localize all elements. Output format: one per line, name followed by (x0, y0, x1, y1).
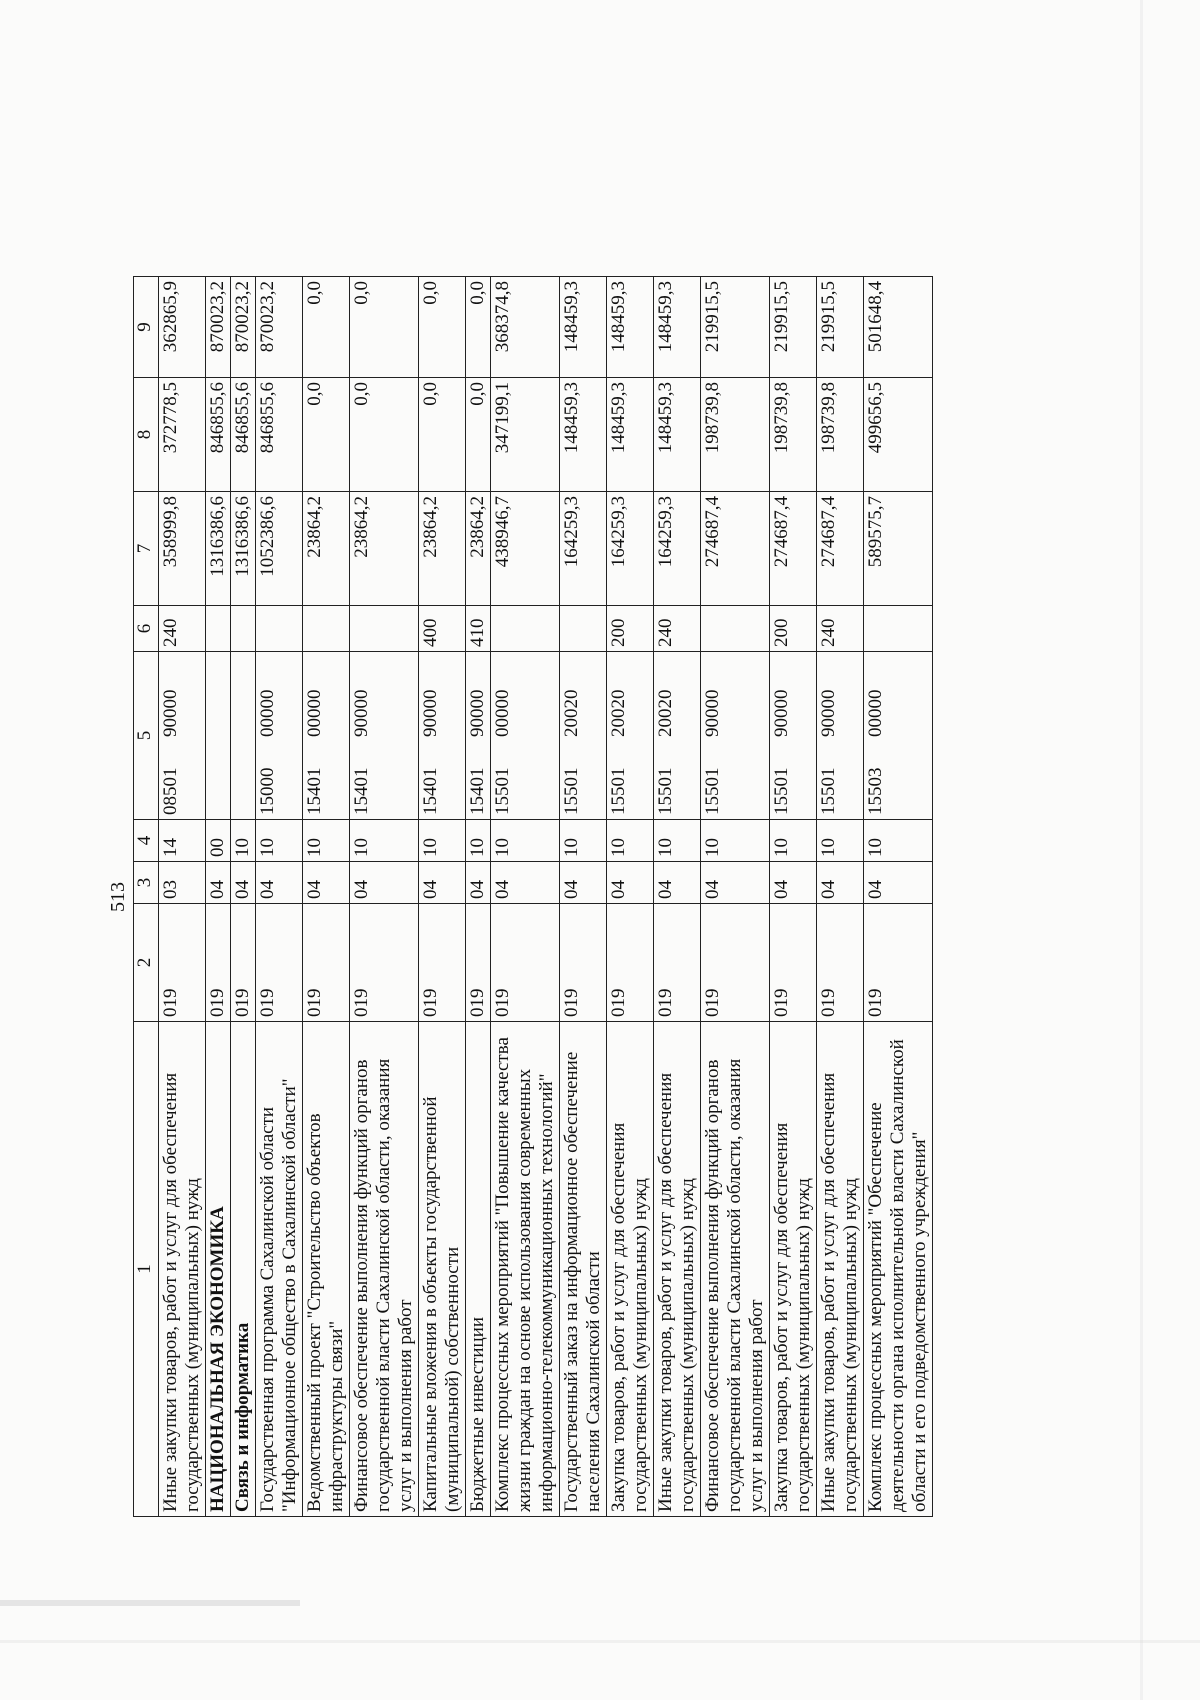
program-code: 15501 (818, 767, 839, 815)
amount-year3-cell: 219915,5 (770, 277, 817, 378)
direction-code: 00000 (865, 689, 886, 737)
amount-year2-cell: 198739,8 (770, 378, 817, 492)
section-code-cell: 04 (560, 862, 607, 904)
amount-year3-cell: 501648,4 (864, 277, 933, 378)
admin-code-cell: 019 (159, 904, 206, 1022)
row-name-cell: Финансовое обеспечение выполнения функций органов государственной власти Сахалинской области, оказания услуг и выполнения работ (350, 1022, 419, 1517)
subsection-code-cell: 10 (654, 820, 701, 862)
amount-year3-cell: 870023,2 (231, 277, 256, 378)
program-code: 15000 (257, 767, 278, 815)
target-article-cell (770, 652, 817, 820)
section-code-cell: 04 (701, 862, 770, 904)
table-row (350, 277, 419, 1517)
column-header: 6 (134, 606, 159, 652)
direction-code: 90000 (420, 689, 441, 737)
column-header: 9 (134, 277, 159, 378)
row-name-cell: Ведомственный проект "Строительство объектов инфраструктуры связи" (303, 1022, 350, 1517)
table-row (466, 277, 491, 1517)
amount-year3-cell: 0,0 (303, 277, 350, 378)
amount-year1-cell: 589575,7 (864, 492, 933, 606)
expense-type-cell: 240 (654, 606, 701, 652)
direction-code: 00000 (304, 689, 325, 737)
amount-year2-cell: 148459,3 (654, 378, 701, 492)
program-code: 15501 (608, 767, 629, 815)
amount-year2-cell: 0,0 (419, 378, 466, 492)
amount-year2-cell: 0,0 (303, 378, 350, 492)
table-row (231, 277, 256, 1517)
amount-year2-cell: 846855,6 (206, 378, 231, 492)
budget-table (133, 276, 933, 1517)
amount-year1-cell: 23864,2 (466, 492, 491, 606)
table-row (159, 277, 206, 1517)
program-code: 15401 (467, 767, 488, 815)
admin-code-cell: 019 (770, 904, 817, 1022)
target-article-cell (350, 652, 419, 820)
subsection-code-cell: 10 (701, 820, 770, 862)
amount-year1-cell: 438946,7 (491, 492, 560, 606)
direction-code: 00000 (492, 689, 513, 737)
subsection-code-cell: 10 (817, 820, 864, 862)
amount-year3-cell: 0,0 (419, 277, 466, 378)
target-article-cell (607, 652, 654, 820)
row-name-cell: Капитальные вложения в объекты государственной (муниципальной) собственности (419, 1022, 466, 1517)
row-name-cell: Комплекс процессных мероприятий "Обеспечение деятельности органа исполнительной власти Сахалинской области и его подведомственного учреждения" (864, 1022, 933, 1517)
program-code: 15501 (771, 767, 792, 815)
amount-year3-cell: 368374,8 (491, 277, 560, 378)
admin-code-cell: 019 (864, 904, 933, 1022)
expense-type-cell: 200 (607, 606, 654, 652)
column-header: 3 (134, 862, 159, 904)
expense-type-cell (350, 606, 419, 652)
subsection-code-cell: 10 (607, 820, 654, 862)
row-name-cell: Иные закупки товаров, работ и услуг для обеспечения государственных (муниципальных) нужд (654, 1022, 701, 1517)
direction-code: 20020 (561, 689, 582, 737)
column-header: 1 (134, 1022, 159, 1517)
section-code-cell: 04 (206, 862, 231, 904)
section-code-cell: 04 (817, 862, 864, 904)
section-code-cell: 04 (231, 862, 256, 904)
amount-year1-cell: 1316386,6 (231, 492, 256, 606)
admin-code-cell: 019 (303, 904, 350, 1022)
admin-code-cell: 019 (231, 904, 256, 1022)
row-name-cell: Закупка товаров, работ и услуг для обеспечения государственных (муниципальных) нужд (607, 1022, 654, 1517)
subsection-code-cell: 10 (491, 820, 560, 862)
subsection-code-cell: 10 (231, 820, 256, 862)
row-name-cell: Комплекс процессных мероприятий "Повышение качества жизни граждан на основе использования современных информационно-телекоммуникационных технологий" (491, 1022, 560, 1517)
column-header: 2 (134, 904, 159, 1022)
amount-year1-cell: 1316386,6 (206, 492, 231, 606)
expense-type-cell (256, 606, 303, 652)
section-code-cell: 04 (466, 862, 491, 904)
amount-year1-cell: 274687,4 (817, 492, 864, 606)
amount-year3-cell: 219915,5 (701, 277, 770, 378)
program-code: 15501 (561, 767, 582, 815)
target-article-cell (654, 652, 701, 820)
amount-year1-cell: 23864,2 (419, 492, 466, 606)
subsection-code-cell: 00 (206, 820, 231, 862)
amount-year1-cell: 1052386,6 (256, 492, 303, 606)
section-code-cell: 04 (491, 862, 560, 904)
table-row (419, 277, 466, 1517)
target-article-cell (256, 652, 303, 820)
row-name-cell: Иные закупки товаров, работ и услуг для обеспечения государственных (муниципальных) нужд (159, 1022, 206, 1517)
target-article-cell (466, 652, 491, 820)
admin-code-cell: 019 (350, 904, 419, 1022)
column-header: 4 (134, 820, 159, 862)
row-name-cell: Бюджетные инвестиции (466, 1022, 491, 1517)
program-code: 15401 (304, 767, 325, 815)
amount-year2-cell: 198739,8 (701, 378, 770, 492)
amount-year3-cell: 0,0 (350, 277, 419, 378)
header-row (134, 277, 159, 1517)
amount-year2-cell: 198739,8 (817, 378, 864, 492)
admin-code-cell: 019 (560, 904, 607, 1022)
scan-noise (1140, 0, 1143, 1700)
row-name-cell: Государственная программа Сахалинской области "Информационное общество в Сахалинской области" (256, 1022, 303, 1517)
admin-code-cell: 019 (607, 904, 654, 1022)
admin-code-cell: 019 (701, 904, 770, 1022)
admin-code-cell: 019 (256, 904, 303, 1022)
page-number: 513 (107, 882, 129, 912)
table-row (256, 277, 303, 1517)
expense-type-cell: 240 (159, 606, 206, 652)
section-code-cell: 04 (350, 862, 419, 904)
expense-type-cell (491, 606, 560, 652)
program-code: 15501 (702, 767, 723, 815)
program-code: 15501 (655, 767, 676, 815)
section-code-cell: 04 (303, 862, 350, 904)
section-code-cell: 04 (770, 862, 817, 904)
direction-code: 90000 (771, 689, 792, 737)
amount-year2-cell: 148459,3 (560, 378, 607, 492)
target-article-cell (231, 652, 256, 820)
target-article-cell (560, 652, 607, 820)
section-code-cell: 04 (864, 862, 933, 904)
section-code-cell: 04 (654, 862, 701, 904)
section-code-cell: 04 (419, 862, 466, 904)
section-code-cell: 04 (607, 862, 654, 904)
subsection-code-cell: 10 (864, 820, 933, 862)
admin-code-cell: 019 (206, 904, 231, 1022)
table-row (654, 277, 701, 1517)
admin-code-cell: 019 (466, 904, 491, 1022)
subsection-code-cell: 10 (256, 820, 303, 862)
amount-year2-cell: 372778,5 (159, 378, 206, 492)
subsection-code-cell: 10 (770, 820, 817, 862)
subsection-code-cell: 14 (159, 820, 206, 862)
section-code-cell: 04 (256, 862, 303, 904)
subsection-code-cell: 10 (303, 820, 350, 862)
expense-type-cell: 200 (770, 606, 817, 652)
row-name-cell: Закупка товаров, работ и услуг для обеспечения государственных (муниципальных) нужд (770, 1022, 817, 1517)
expense-type-cell (560, 606, 607, 652)
target-article-cell (303, 652, 350, 820)
table-row (817, 277, 864, 1517)
rotated-page-content (105, 277, 1115, 1517)
expense-type-cell (231, 606, 256, 652)
expense-type-cell (864, 606, 933, 652)
row-name-cell: Государственный заказ на информационное обеспечение населения Сахалинской области (560, 1022, 607, 1517)
direction-code: 90000 (467, 689, 488, 737)
admin-code-cell: 019 (654, 904, 701, 1022)
target-article-cell (206, 652, 231, 820)
direction-code: 20020 (608, 689, 629, 737)
amount-year2-cell: 0,0 (466, 378, 491, 492)
expense-type-cell: 400 (419, 606, 466, 652)
target-article-cell (491, 652, 560, 820)
amount-year2-cell: 846855,6 (256, 378, 303, 492)
amount-year2-cell: 0,0 (350, 378, 419, 492)
direction-code: 90000 (702, 689, 723, 737)
direction-code: 90000 (160, 689, 181, 737)
amount-year2-cell: 846855,6 (231, 378, 256, 492)
expense-type-cell: 410 (466, 606, 491, 652)
amount-year3-cell: 148459,3 (654, 277, 701, 378)
scan-noise (0, 1600, 300, 1606)
amount-year3-cell: 148459,3 (560, 277, 607, 378)
program-code: 15501 (492, 767, 513, 815)
column-header: 7 (134, 492, 159, 606)
subsection-code-cell: 10 (466, 820, 491, 862)
expense-type-cell (303, 606, 350, 652)
target-article-cell (159, 652, 206, 820)
section-code-cell: 03 (159, 862, 206, 904)
amount-year1-cell: 23864,2 (350, 492, 419, 606)
table-row (864, 277, 933, 1517)
expense-type-cell (701, 606, 770, 652)
column-header: 8 (134, 378, 159, 492)
row-name-cell: Связь и информатика (231, 1022, 256, 1517)
scan-noise (0, 1640, 1200, 1643)
amount-year3-cell: 0,0 (466, 277, 491, 378)
amount-year1-cell: 358999,8 (159, 492, 206, 606)
expense-type-cell (206, 606, 231, 652)
amount-year1-cell: 274687,4 (770, 492, 817, 606)
amount-year3-cell: 219915,5 (817, 277, 864, 378)
admin-code-cell: 019 (491, 904, 560, 1022)
table-row (491, 277, 560, 1517)
subsection-code-cell: 10 (350, 820, 419, 862)
row-name-cell: Иные закупки товаров, работ и услуг для обеспечения государственных (муниципальных) нужд (817, 1022, 864, 1517)
amount-year3-cell: 362865,9 (159, 277, 206, 378)
subsection-code-cell: 10 (560, 820, 607, 862)
table-row (303, 277, 350, 1517)
amount-year1-cell: 164259,3 (654, 492, 701, 606)
amount-year3-cell: 870023,2 (256, 277, 303, 378)
row-name-cell: НАЦИОНАЛЬНАЯ ЭКОНОМИКА (206, 1022, 231, 1517)
amount-year1-cell: 274687,4 (701, 492, 770, 606)
table-row (560, 277, 607, 1517)
direction-code: 90000 (351, 689, 372, 737)
direction-code: 90000 (818, 689, 839, 737)
amount-year3-cell: 148459,3 (607, 277, 654, 378)
column-header: 5 (134, 652, 159, 820)
amount-year3-cell: 870023,2 (206, 277, 231, 378)
direction-code: 20020 (655, 689, 676, 737)
amount-year2-cell: 148459,3 (607, 378, 654, 492)
target-article-cell (864, 652, 933, 820)
table-row (206, 277, 231, 1517)
target-article-cell (419, 652, 466, 820)
amount-year1-cell: 164259,3 (560, 492, 607, 606)
table-row (607, 277, 654, 1517)
admin-code-cell: 019 (419, 904, 466, 1022)
program-code: 08501 (160, 767, 181, 815)
table-row (701, 277, 770, 1517)
program-code: 15401 (420, 767, 441, 815)
target-article-cell (817, 652, 864, 820)
amount-year2-cell: 347199,1 (491, 378, 560, 492)
direction-code: 00000 (257, 689, 278, 737)
expense-type-cell: 240 (817, 606, 864, 652)
admin-code-cell: 019 (817, 904, 864, 1022)
amount-year2-cell: 499656,5 (864, 378, 933, 492)
program-code: 15503 (865, 767, 886, 815)
table-row (770, 277, 817, 1517)
subsection-code-cell: 10 (419, 820, 466, 862)
amount-year1-cell: 164259,3 (607, 492, 654, 606)
program-code: 15401 (351, 767, 372, 815)
target-article-cell (701, 652, 770, 820)
amount-year1-cell: 23864,2 (303, 492, 350, 606)
row-name-cell: Финансовое обеспечение выполнения функций органов государственной власти Сахалинской области, оказания услуг и выполнения работ (701, 1022, 770, 1517)
